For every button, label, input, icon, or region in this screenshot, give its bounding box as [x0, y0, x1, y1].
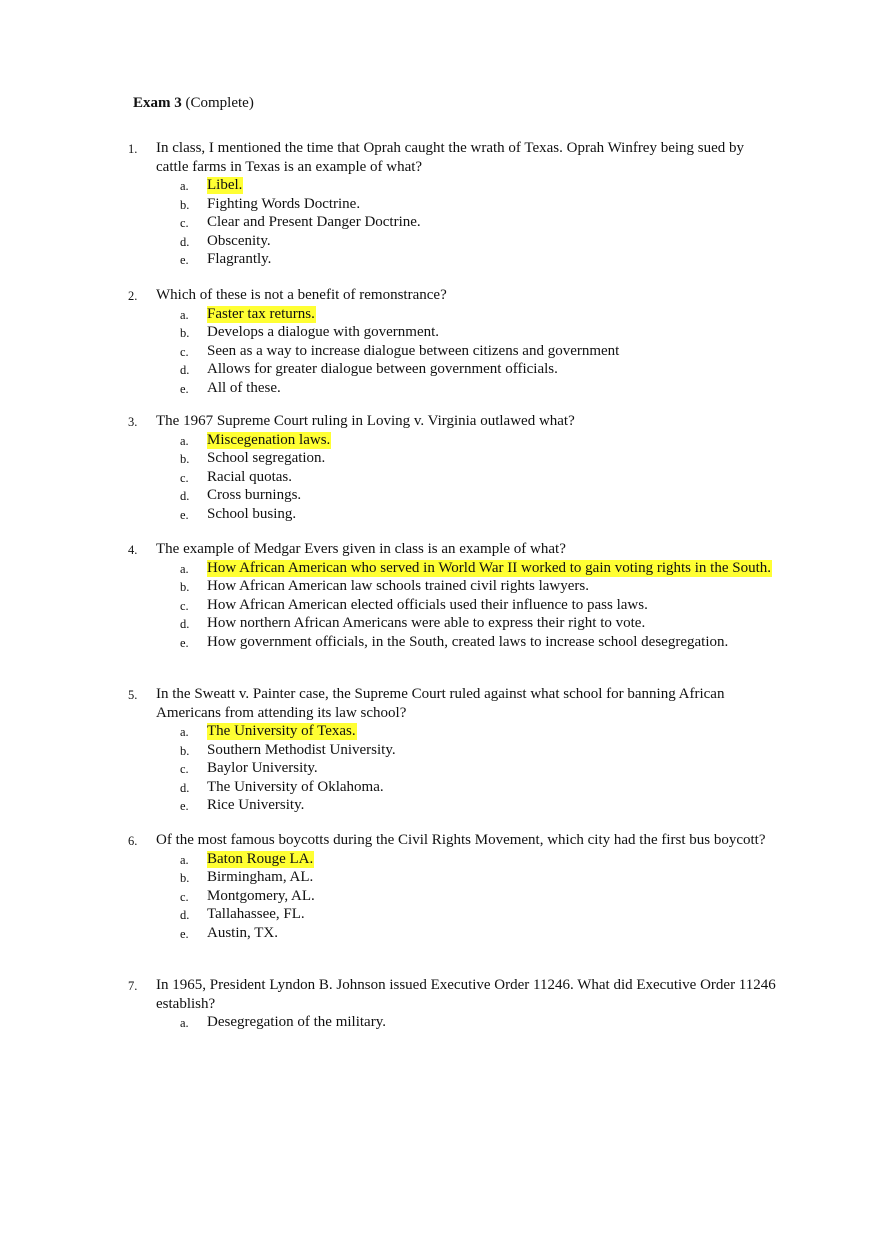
option-letter: e.	[180, 253, 189, 267]
question-1	[0, 139, 880, 269]
option-text-correct: The University of Texas.	[207, 723, 356, 739]
question-5	[0, 685, 880, 815]
option-letter: b.	[180, 580, 190, 594]
question-4	[0, 540, 880, 651]
option-letter: a.	[180, 307, 189, 322]
option-text: Allows for greater dialogue between government officials.	[207, 361, 558, 377]
question-number: 1.	[128, 142, 138, 156]
option-text: Tallahassee, FL.	[207, 906, 305, 922]
option-text-correct: Faster tax returns.	[207, 305, 315, 322]
option-letter: d.	[180, 489, 190, 503]
option-letter: d.	[180, 234, 190, 249]
option-letter: a.	[180, 561, 189, 576]
title-status: (Complete)	[185, 95, 254, 111]
question-text: Which of these is not a benefit of remonstrance?	[156, 287, 447, 303]
question-text: The example of Medgar Evers given in class is an example of what?	[156, 541, 566, 557]
option-text: Racial quotas.	[207, 468, 292, 485]
option-text: Fighting Words Doctrine.	[207, 195, 361, 212]
option-text: Rice University.	[207, 797, 305, 813]
question-number: 4.	[128, 543, 138, 557]
option-letter: c.	[180, 216, 189, 230]
option-text: How northern African Americans were able to express their right to vote.	[207, 615, 646, 631]
option-letter: a.	[180, 1016, 189, 1030]
question-2	[0, 286, 880, 397]
question-number: 7.	[128, 979, 138, 993]
option-text: Austin, TX.	[207, 924, 278, 941]
question-text: Of the most famous boycotts during the Civil Rights Movement, which city had the first bus boycott?	[156, 832, 766, 848]
option-letter: e.	[180, 799, 189, 813]
option-text: How African American law schools trained civil rights lawyers.	[207, 578, 589, 594]
option-letter: b.	[180, 197, 190, 212]
option-letter: d.	[180, 908, 190, 922]
option-text: Clear and Present Danger Doctrine.	[207, 214, 421, 230]
option-text: Obscenity.	[207, 232, 271, 249]
option-letter: c.	[180, 598, 189, 613]
option-text: Birmingham, AL.	[207, 869, 314, 885]
page-title	[133, 94, 254, 112]
option-text: School segregation.	[207, 450, 326, 466]
option-letter: c.	[180, 762, 189, 776]
option-letter: e.	[180, 635, 189, 650]
question-number: 2.	[128, 289, 138, 303]
option-letter: d.	[180, 780, 190, 795]
option-text: Flagrantly.	[207, 251, 272, 267]
option-letter: e.	[180, 381, 189, 396]
question-number: 5.	[128, 688, 138, 702]
option-letter: c.	[180, 470, 189, 485]
option-text: Desegregation of the military.	[207, 1014, 386, 1030]
option-text: Seen as a way to increase dialogue between citizens and government	[207, 342, 620, 359]
option-text-correct: How African American who served in World War II worked to gain voting rights in the South.	[207, 559, 772, 576]
option-letter: a.	[180, 852, 189, 867]
option-text-correct: Baton Rouge LA.	[207, 850, 314, 867]
title-bold: Exam 3	[133, 95, 182, 111]
option-text-correct: Miscegenation laws.	[207, 431, 331, 448]
option-text: How African American elected officials used their influence to pass laws.	[207, 596, 648, 613]
question-text: In the Sweatt v. Painter case, the Supreme Court ruled against what school for banning African Americans from attending its law school?	[156, 686, 725, 721]
option-letter: a.	[180, 433, 189, 448]
option-letter: d.	[180, 363, 190, 377]
option-text: All of these.	[207, 379, 281, 396]
option-text: Cross burnings.	[207, 487, 302, 503]
question-6	[0, 831, 880, 942]
question-number: 6.	[128, 834, 138, 848]
option-text: School busing.	[207, 505, 297, 522]
option-letter: a.	[180, 179, 189, 193]
option-letter: c.	[180, 344, 189, 359]
question-7	[0, 976, 880, 1032]
option-text: Develops a dialogue with government.	[207, 324, 440, 340]
option-text: How government officials, in the South, created laws to increase school desegregation.	[207, 633, 729, 650]
option-letter: c.	[180, 889, 189, 904]
question-number: 3.	[128, 415, 138, 429]
option-text: Baylor University.	[207, 760, 318, 776]
option-letter: b.	[180, 452, 190, 466]
option-letter: e.	[180, 507, 189, 522]
option-letter: e.	[180, 926, 189, 941]
option-text-correct: Libel.	[207, 177, 243, 193]
option-letter: b.	[180, 743, 190, 758]
option-text: Southern Methodist University.	[207, 741, 396, 758]
question-text: In 1965, President Lyndon B. Johnson issued Executive Order 11246. What did Executive Order 11246 establish?	[156, 977, 776, 1012]
question-3	[0, 412, 880, 523]
option-letter: b.	[180, 326, 190, 340]
option-text: Montgomery, AL.	[207, 887, 315, 904]
option-letter: d.	[180, 617, 190, 631]
question-text: In class, I mentioned the time that Oprah caught the wrath of Texas. Oprah Winfrey being sued by cattle farms in Texas is an example of what?	[156, 140, 745, 175]
option-letter: a.	[180, 725, 189, 739]
option-text: The University of Oklahoma.	[207, 778, 384, 795]
question-text: The 1967 Supreme Court ruling in Loving v. Virginia outlawed what?	[156, 413, 575, 429]
option-letter: b.	[180, 871, 190, 885]
